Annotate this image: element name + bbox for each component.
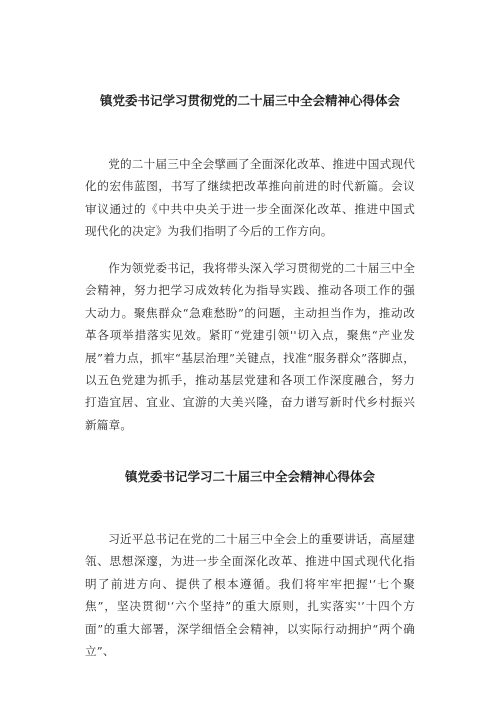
article-title: 镇党委书记学习贯彻党的二十届三中全会精神心得体会 bbox=[99, 93, 400, 108]
article-paragraph: 作为领党委书记，我将带头深入学习贯彻党的二十届三中全会精神，努力把学习成效转化为指导实践、推动各项工作的强大动力。聚焦群众“急难愁盼”的问题，主动担当作为，推动改革各项举措落实见效。紧盯“党建引领''切入点，聚焦“产业发展”着力点，抓牢“基层治理”关键点，找准“服务群众”落脚点，以五色党建为抓手，推动基层党建和各项工作深度融合，努力打造宜居、宜业、宜游的大美兴隆，奋力谱写新时代乡村振兴新篇章。 bbox=[85, 261, 415, 432]
article-title: 镇党委书记学习二十届三中全会精神心得体会 bbox=[124, 469, 375, 484]
article-paragraph: 习近平总书记在党的二十届三中全会上的重要讲话，高屋建瓴、思想深邃，为进一步全面深化改革、推进中国式现代化指明了前进方向、提供了根本遵循。我们将牢牢把握'‘七个聚焦”，坚决贯彻'‘六个坚持”的重大原则，扎实落实'’十四个方面”的重大部署，深学细悟全会精神，以实际行动拥护“两个确立”、 bbox=[85, 532, 415, 659]
article-paragraph: 党的二十届三中全会擘画了全面深化改革、推进中国式现代化的宏伟蓝图，书写了继续把改革推向前进的时代新篇。会议审议通过的《中共中央关于进一步全面深化改革、推进中国式现代化的决定》为我们指明了今后的工作方向。 bbox=[85, 157, 415, 239]
